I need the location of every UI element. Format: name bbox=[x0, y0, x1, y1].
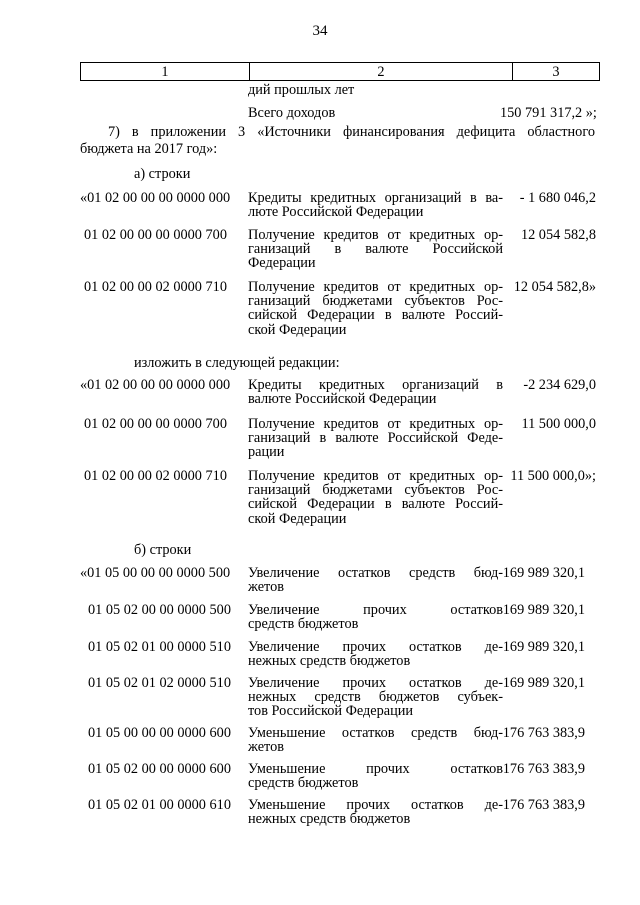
budget-code: 01 02 00 00 02 0000 710 bbox=[84, 279, 227, 295]
row-amount: -2 234 629,0 bbox=[523, 377, 596, 393]
restate-label: изложить в следующей редакции: bbox=[134, 355, 340, 371]
budget-code: 01 05 02 01 02 0000 510 bbox=[88, 675, 231, 691]
row-description bbox=[248, 469, 503, 526]
description-line: Кредиты кредитных организаций в ва- bbox=[248, 190, 503, 206]
description-line: ганизаций в валюте Российской Феде- bbox=[248, 430, 503, 447]
budget-code: 01 05 02 00 00 0000 500 bbox=[88, 602, 231, 618]
row-description bbox=[248, 280, 503, 337]
row-amount: 169 989 320,1 bbox=[502, 602, 585, 618]
subsection-b-label: б) строки bbox=[134, 542, 192, 558]
row-description bbox=[248, 676, 503, 719]
row-description bbox=[248, 762, 503, 790]
row-description bbox=[248, 191, 503, 219]
row-amount: - 1 680 046,2 bbox=[519, 190, 596, 206]
column-header-table bbox=[80, 62, 600, 81]
budget-code: «01 02 00 00 00 0000 000 bbox=[80, 190, 231, 206]
description-line: средств бюджетов bbox=[248, 775, 359, 792]
row-description bbox=[248, 798, 503, 826]
description-line: нежных средств бюджетов bbox=[248, 811, 411, 828]
description-line: Получение кредитов от кредитных ор- bbox=[248, 279, 503, 295]
row-amount: 169 989 320,1 bbox=[502, 639, 585, 655]
row-description bbox=[248, 603, 503, 631]
item-7-line-2: бюджета на 2017 год»: bbox=[80, 141, 218, 157]
description-line: Увеличение прочих остатков bbox=[248, 602, 503, 618]
budget-code: 01 05 02 01 00 0000 510 bbox=[88, 639, 231, 655]
row-amount: 12 054 582,8 bbox=[520, 227, 596, 243]
budget-code: 01 05 02 00 00 0000 600 bbox=[88, 761, 231, 777]
description-line: ганизаций в валюте Российской bbox=[248, 241, 503, 258]
description-line: жетов bbox=[248, 739, 284, 756]
budget-code: «01 02 00 00 00 0000 000 bbox=[80, 377, 231, 393]
description-line: ской Федерации bbox=[248, 321, 347, 338]
column-header-3: 3 bbox=[513, 63, 600, 81]
description-line: люте Российской Федерации bbox=[248, 204, 424, 221]
description-line: валюте Российской Федерации bbox=[248, 391, 437, 408]
description-line: Увеличение остатков средств бюд- bbox=[248, 565, 503, 581]
description-line: жетов bbox=[248, 579, 284, 596]
description-line: Кредиты кредитных организаций в bbox=[248, 377, 503, 393]
description-line: Получение кредитов от кредитных ор- bbox=[248, 468, 503, 484]
description-line: Увеличение прочих остатков де- bbox=[248, 639, 503, 655]
row-description bbox=[248, 640, 503, 668]
description-line: Уменьшение прочих остатков bbox=[248, 761, 503, 777]
row-amount: 176 763 383,9 bbox=[502, 761, 585, 777]
carry-over-text: дий прошлых лет bbox=[248, 82, 355, 98]
subsection-a-label: а) строки bbox=[134, 166, 191, 182]
total-income-value: 150 791 317,2 »; bbox=[500, 105, 597, 121]
row-description bbox=[248, 417, 503, 460]
row-amount: 11 500 000,0»; bbox=[510, 468, 596, 484]
row-description bbox=[248, 228, 503, 271]
budget-code: «01 05 00 00 00 0000 500 bbox=[80, 565, 231, 581]
description-line: Получение кредитов от кредитных ор- bbox=[248, 227, 503, 243]
row-amount: 176 763 383,9 bbox=[502, 797, 585, 813]
row-amount: 12 054 582,8» bbox=[513, 279, 596, 295]
description-line: Уменьшение остатков средств бюд- bbox=[248, 725, 503, 741]
description-line: средств бюджетов bbox=[248, 616, 359, 633]
description-line: сийской Федерации в валюте Россий- bbox=[248, 496, 503, 513]
row-amount: 169 989 320,1 bbox=[502, 565, 585, 581]
budget-code: 01 05 00 00 00 0000 600 bbox=[88, 725, 231, 741]
budget-code: 01 02 00 00 00 0000 700 bbox=[84, 227, 227, 243]
description-line: рации bbox=[248, 444, 285, 461]
column-header-2: 2 bbox=[250, 63, 513, 81]
budget-code: 01 02 00 00 02 0000 710 bbox=[84, 468, 227, 484]
description-line: нежных средств бюджетов субъек- bbox=[248, 689, 503, 706]
item-7-line-1: 7) в приложении 3 «Источники финансирования дефицита областного bbox=[108, 124, 595, 140]
budget-code: 01 05 02 01 00 0000 610 bbox=[88, 797, 231, 813]
total-income-label: Всего доходов bbox=[248, 105, 336, 121]
row-amount: 169 989 320,1 bbox=[502, 675, 585, 691]
row-amount: 176 763 383,9 bbox=[502, 725, 585, 741]
description-line: ганизаций бюджетами субъектов Рос- bbox=[248, 293, 503, 310]
description-line: нежных средств бюджетов bbox=[248, 653, 411, 670]
row-description bbox=[248, 726, 503, 754]
description-line: сийской Федерации в валюте Россий- bbox=[248, 307, 503, 324]
row-amount: 11 500 000,0 bbox=[521, 416, 596, 432]
column-header-1: 1 bbox=[81, 63, 250, 81]
description-line: ской Федерации bbox=[248, 510, 347, 527]
description-line: ганизаций бюджетами субъектов Рос- bbox=[248, 482, 503, 499]
budget-code: 01 02 00 00 00 0000 700 bbox=[84, 416, 227, 432]
page-number: 34 bbox=[312, 23, 328, 39]
description-line: тов Российской Федерации bbox=[248, 703, 414, 720]
description-line: Федерации bbox=[248, 255, 316, 272]
description-line: Получение кредитов от кредитных ор- bbox=[248, 416, 503, 432]
description-line: Уменьшение прочих остатков де- bbox=[248, 797, 503, 813]
row-description bbox=[248, 566, 503, 594]
row-description bbox=[248, 378, 503, 406]
description-line: Увеличение прочих остатков де- bbox=[248, 675, 503, 691]
